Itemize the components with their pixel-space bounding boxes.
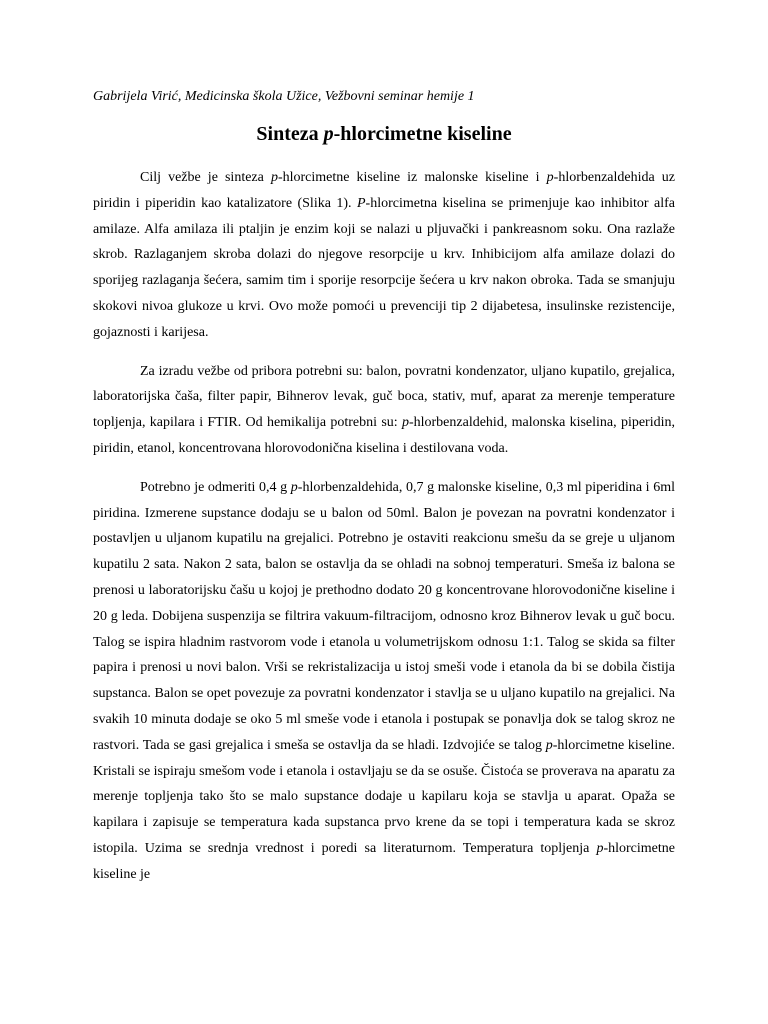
document-header: Gabrijela Virić, Medicinska škola Užice, Vežbovni seminar hemije 1 [93,89,475,104]
text-run: Potrebno je odmeriti 0,4 g [140,479,291,495]
paragraph-procedure [93,475,675,888]
text-run: -hlorcimetne kiseline. Kristali se ispiraju smešom vode i etanola i ostavljaju se da se osuše. Čistoća se proverava na aparatu za merenje topljenja tako što se malo supstance dodaje u kapilaru koja se stavlja u aparat. Opaža se kapilara i zapisuje se temperatura kada supstanca prvo krene da se topi i temperatura kada se skroz istopila. Uzima se srednja vrednost i poredi sa literaturnom. Temperatura topljenja [93,737,675,856]
italic-text-run: p [545,737,553,753]
italic-text-run: p [270,170,278,185]
text-run: -hlorbenzaldehida uz piridin i piperidin kao katalizatore (Slika 1). [93,170,676,211]
italic-text-run: p [323,123,334,145]
italic-text-run: p [546,170,554,185]
italic-text-run: P [356,195,366,211]
italic-text-run: p [596,840,604,856]
paragraph-intro [93,165,675,346]
text-run: -hlorcimetna kiselina se primenjuje kao inhibitor alfa amilaze. Alfa amilaza ili ptaljin je enzim koji se nalazi u pljuvački i pankreasnom soku. Ona razlaže skrob. Razlaganjem skroba dolazi do njegove resorpcije u krv. Inhibicijom alfa amilaze dolazi do sporijeg razlaganja šećera, samim tim i sporije resorpcije šećera u krv nakon obroka. Tada se smanjuju skokovi nivoa glukoze u krvi. Ovo može pomoći u prevenciji tip 2 dijabetesa, insulinske rezistencije, gojaznosti i karijesa. [93,195,676,340]
document-body [93,165,675,901]
text-run: -hlorcimetne kiseline iz malonske kiseline i [277,170,547,185]
text-run: Cilj vežbe je sinteza [140,170,271,185]
text-run: -hlorbenzaldehid, malonska kiselina, piperidin, piridin, etanol, koncentrovana hlorovodonična kiselina i destilovana voda. [93,415,675,456]
text-run: Za izradu vežbe od pribora potrebni su: balon, povratni kondenzator, uljano kupatilo, grejalica, laboratorijska čaša, filter papir, Bihnerov levak, guč boca, stativ, muf, aparat za merenje temperature topljenja, kapilara i FTIR. Od hemikalija potrebni su: [93,363,675,431]
italic-text-run: p [290,479,298,495]
text-run: -hlorcimetne kiseline [333,123,512,145]
paragraph-materials [93,359,675,462]
italic-text-run: p [401,415,409,431]
text-run: Sinteza [256,123,324,145]
document-title [0,120,768,148]
text-run: -hlorcimetne kiseline je [93,840,675,882]
text-run: -hlorbenzaldehida, 0,7 g malonske kiseline, 0,3 ml piperidina i 6ml piridina. Izmerene supstance dodaju se u balon od 50ml. Balon je povezan na povratni kondenzator i postavljen u uljanom kupatilu na grejalici. Potrebno je ostaviti reakcionu smešu da se greje u uljanom kupatilu 2 sata. Nakon 2 sata, balon se ostavlja da se ohladi na sobnoj temperaturi. Smeša iz balona se prenosi u laboratorijsku čašu u kojoj je prethodno dodato 20 g koncentrovane hlorovodonične kiseline i 20 g leda. Dobijena suspenzija se filtrira vakuum-filtracijom, odnosno kroz Bihnerov levak u guč bocu. Talog se ispira hladnim rastvorom vode i etanola u volumetrijskom odnosu 1:1. Talog se skida sa filter papira i prenosi u novi balon. Vrši se rekristalizacija u istoj smeši vode i etanola da bi se dobila čistija supstanca. Balon se opet povezuje za povratni kondenzator i stavlja se u uljano kupatilo na grejalici. Na svakih 10 minuta dodaje se oko 5 ml smeše vode i etanola i postupak se ponavlja dok se talog skroz ne rastvori. Tada se gasi grejalica i smeša se ostavlja da se hladi. Izdvojiće se talog [93,479,675,753]
